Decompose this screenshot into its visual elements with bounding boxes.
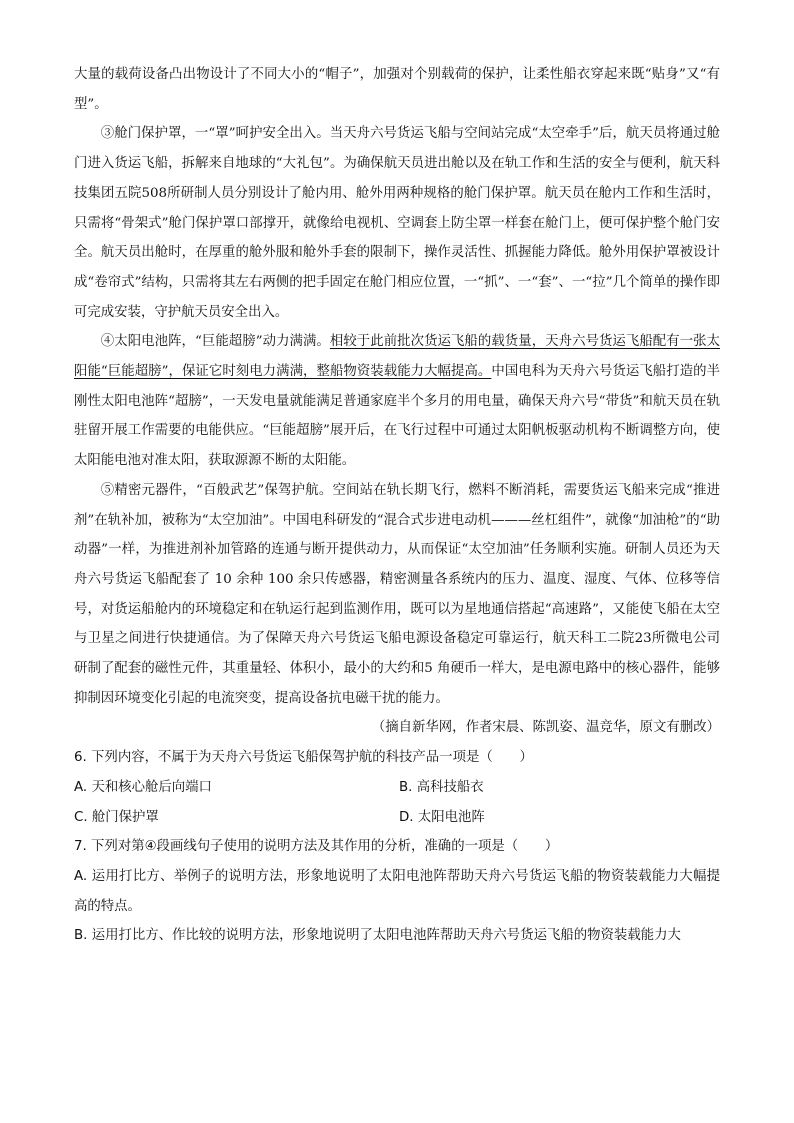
paragraph-4-lead: ④太阳电池阵，“巨能超膀”动力满满。 [100, 334, 330, 350]
exam-page [74, 60, 720, 951]
question-6-option-d[interactable]: D. 太阳电池阵 [399, 809, 485, 825]
article-paragraph-5: ⑤精密元器件，“百般武艺”保驾护航。空间站在轨长期飞行，燃料不断消耗，需要货运飞船来完成“推进剂”在轨补加，被称为“太空加油”。中国电科研发的“混合式步进电动机———丝杠组件”，就像“加油枪”的“助动器”一样，为推进剂补加管路的连通与断开提供动力，从而保证“太空加油”任务顺利实施。研制人员还为天舟六号货运飞船配套了 10 余种 100 余只传感器，精密测量各系统内的压力、温度、湿度、气体、位移等信号，对货运船舱内的环境稳定和在轨运行起到监测作用，既可以为星地通信搭起“高速路”，又能使飞船在太空与卫星之间进行快捷通信。为了保障天舟六号货运飞船电源设备稳定可靠运行，航天科工二院23所微电公司研制了配套的磁性元件，其重量轻、体积小，最小的大约和5 角硬币一样大，是电源电路中的核心器件，能够抑制因环境变化引起的电流突变，提高设备抗电磁干扰的能力。 [74, 482, 720, 706]
question-6-option-b[interactable]: B. 高科技船衣 [399, 779, 484, 795]
question-6-options [74, 773, 720, 832]
underlined-sentence: 相较于此前批次货运飞船的载货量，天舟六号货运飞船配有一张太阳能“巨能超膀”，保证它时刻电力满满，整船物资装载能力大幅提高。 [74, 334, 720, 380]
article-source: （摘自新华网，作者宋晨、陈凯姿、温竞华，原文有删改） [371, 720, 720, 736]
paragraph-4-rest: 中国电科为天舟六号货运飞船打造的半刚性太阳电池阵“超膀”，一天发电量就能满足普通家庭半个多月的用电量，确保天舟六号“带货”和航天员在轨驻留开展工作需要的电能供应。“巨能超膀”展开后，在飞行过程中可通过太阳帆板驱动机构不断调整方向，使太阳能电池对准太阳，获取源源不断的太阳能。 [74, 364, 720, 469]
question-7-option-a[interactable]: A. 运用打比方、举例子的说明方法，形象地说明了太阳电池阵帮助天舟六号货运飞船的物资装载能力大幅提高的特点。 [74, 868, 720, 914]
question-6-option-a[interactable]: A. 天和核心舱后向端口 [74, 779, 212, 795]
question-7-stem: 7. 下列对第④段画线句子使用的说明方法及其作用的分析，准确的一项是（ ） [74, 839, 559, 855]
article-paragraph-4 [74, 327, 720, 476]
article-paragraph-3: ③舱门保护罩，一“罩”呵护安全出入。当天舟六号货运飞船与空间站完成“太空牵手”后，航天员将通过舱门进入货运飞船，拆解来自地球的“大礼包”。为确保航天员进出舱以及在轨工作和生活的安全与便利，航天科技集团五院508所研制人员分别设计了舱内用、舱外用两种规格的舱门保护罩。航天员在舱内工作和生活时，只需将“骨架式”舱门保护罩口部撑开，就像给电视机、空调套上防尘罩一样套在舱门上，便可保护整个舱门安全。航天员出舱时，在厚重的舱外服和舱外手套的限制下，操作灵活性、抓握能力降低。舱外用保护罩被设计成“卷帘式”结构，只需将其左右两侧的把手固定在舱门相应位置，一“抓”、一“套”、一“拉”几个简单的操作即可完成安装，守护航天员安全出入。 [74, 126, 720, 320]
question-6-stem: 6. 下列内容，不属于为天舟六号货运飞船保驾护航的科技产品一项是（ ） [74, 750, 533, 766]
question-6-option-c[interactable]: C. 舱门保护罩 [74, 809, 159, 825]
article-paragraph-continued: 大量的载荷设备凸出物设计了不同大小的“帽子”，加强对个别载荷的保护，让柔性船衣穿起来既“贴身”又“有型”。 [74, 67, 720, 112]
question-7-option-b[interactable]: B. 运用打比方、作比较的说明方法，形象地说明了太阳电池阵帮助天舟六号货运飞船的物资装载能力大 [74, 928, 681, 944]
